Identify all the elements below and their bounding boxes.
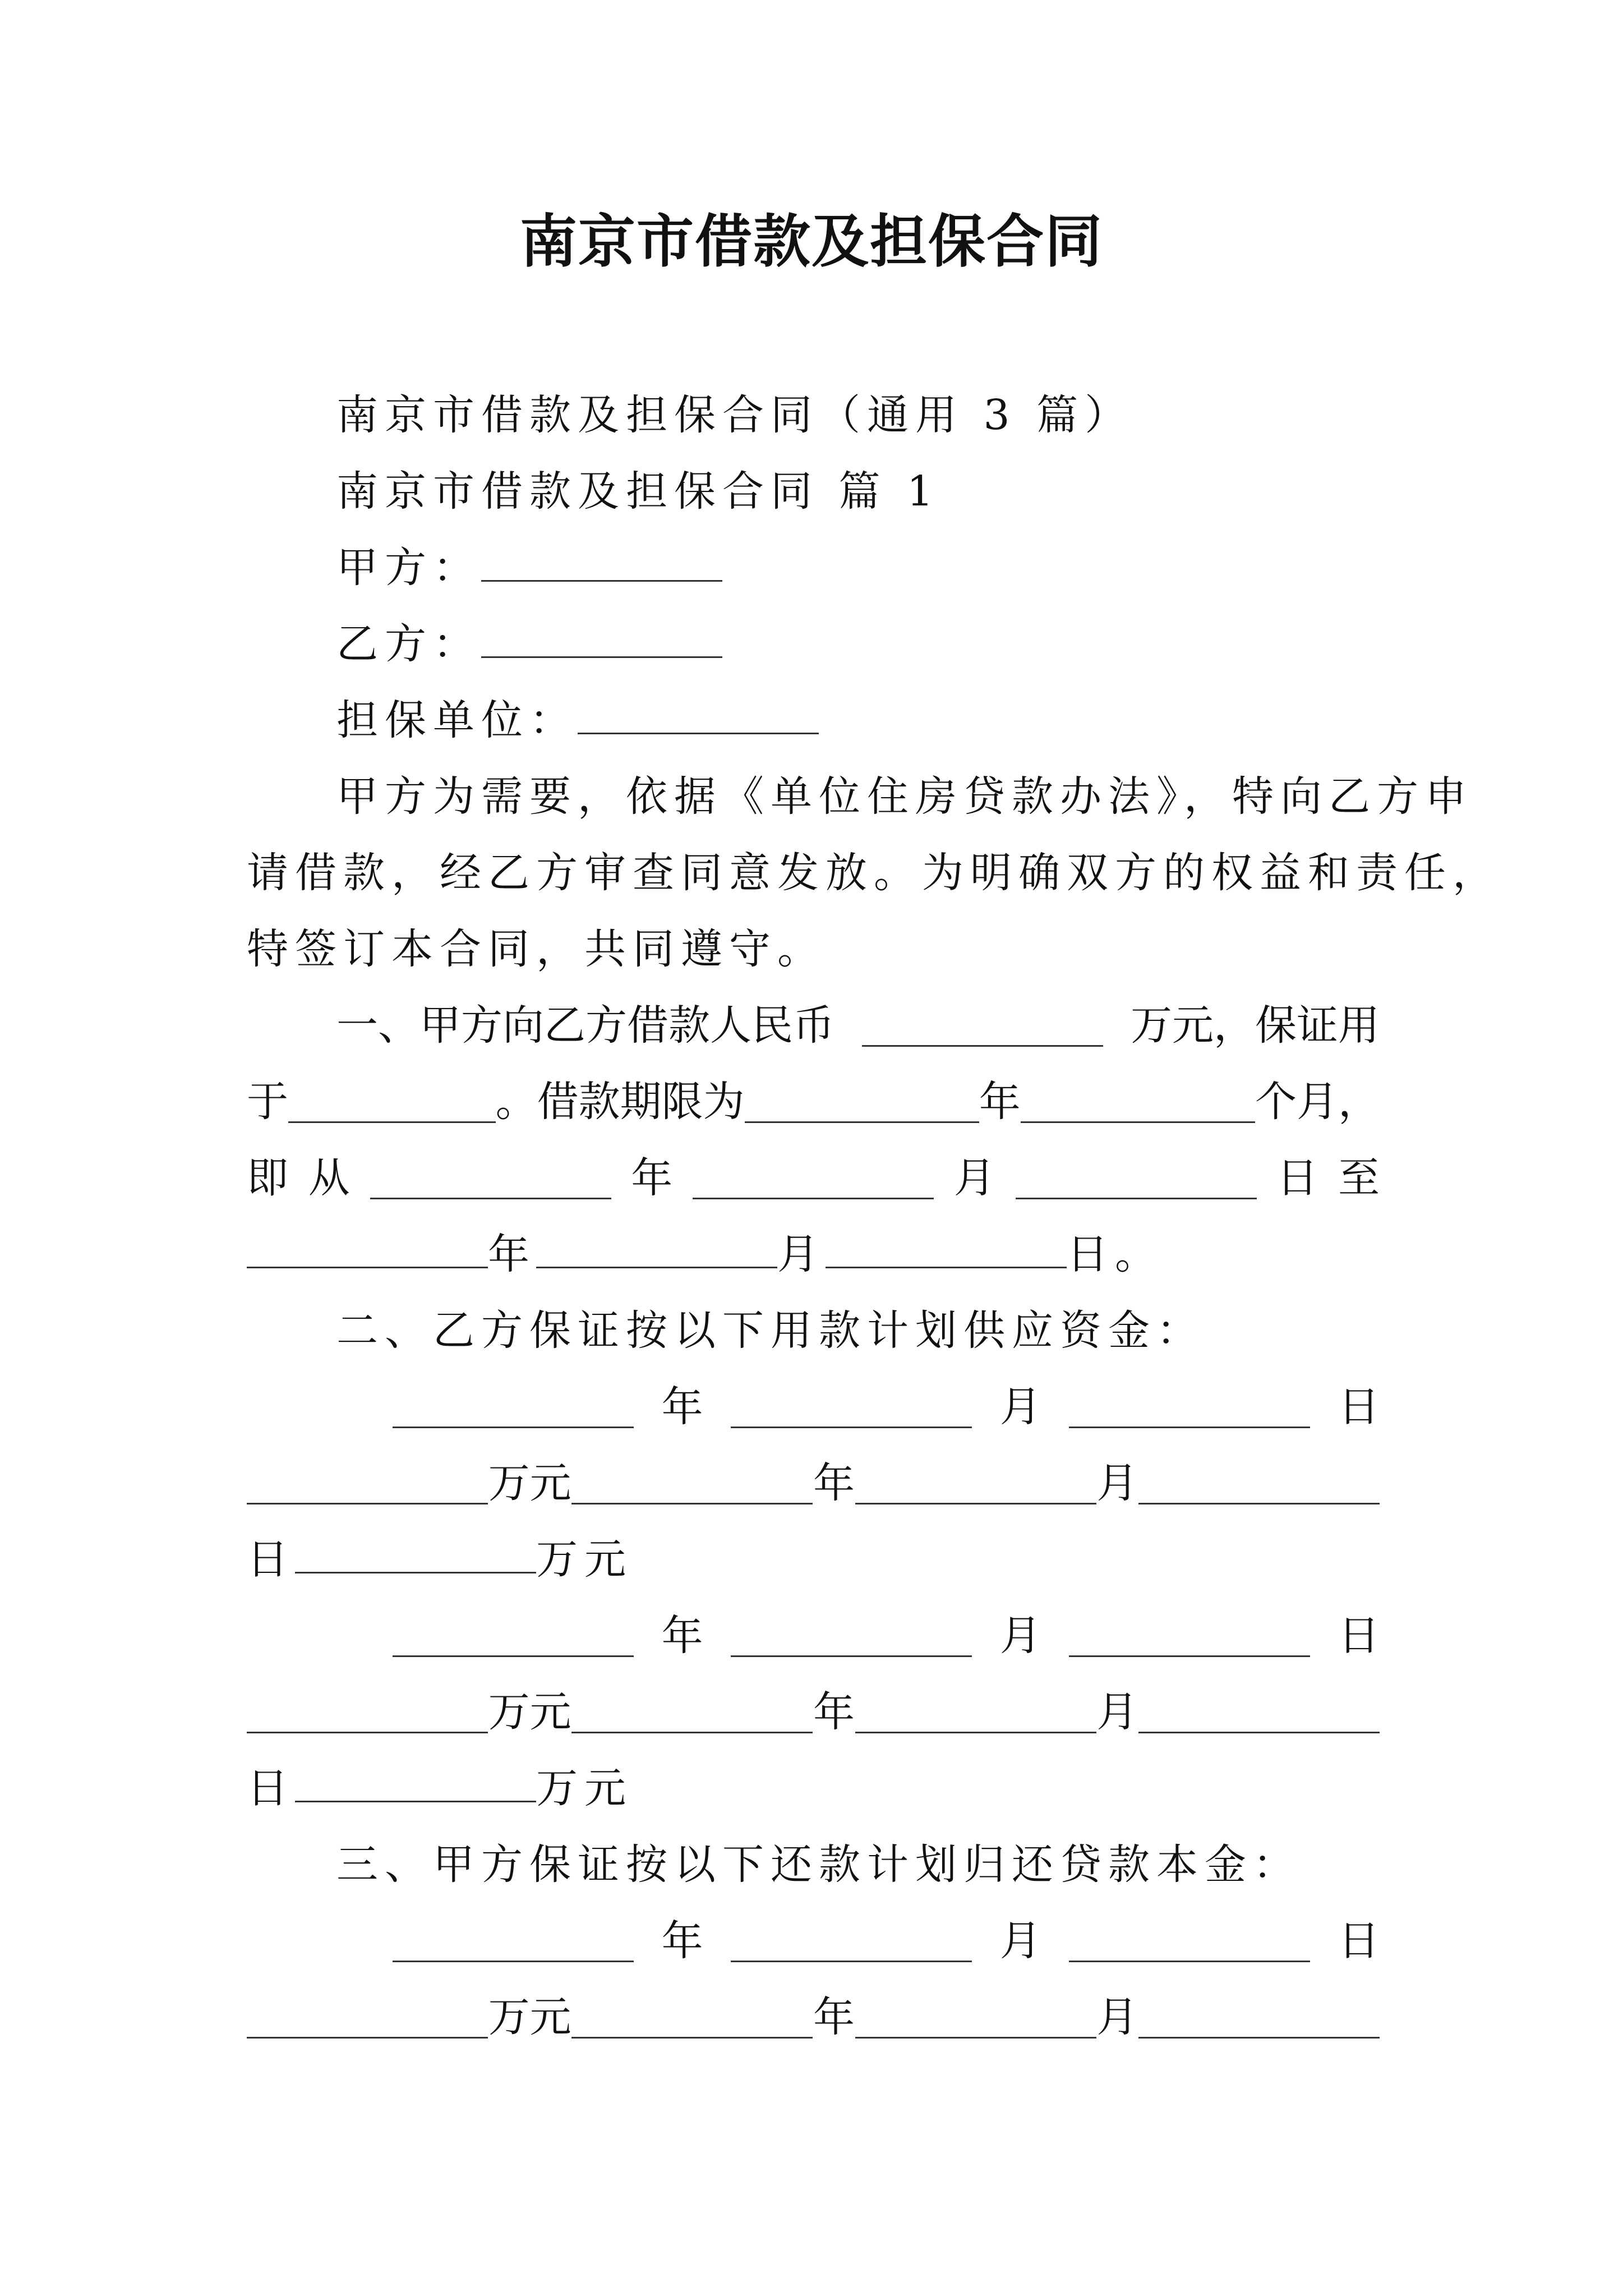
end-year-blank[interactable] xyxy=(247,1226,488,1268)
supply3-month-blank[interactable] xyxy=(731,1615,972,1657)
supply-row-1-a xyxy=(247,1379,1380,1435)
clause1-start-month-label: 月 xyxy=(953,1154,995,1202)
supply1-month-blank[interactable] xyxy=(731,1386,972,1428)
clause1-year-label: 年 xyxy=(979,1078,1021,1126)
supply4-day-blank[interactable] xyxy=(1138,1691,1380,1733)
party-b-label: 乙方： xyxy=(336,620,481,668)
supply2-amount-blank[interactable] xyxy=(295,1531,536,1573)
repay1-year-blank[interactable] xyxy=(393,1920,634,1962)
supply2-year-label: 年 xyxy=(813,1459,855,1507)
loan-purpose-blank[interactable] xyxy=(288,1081,496,1123)
clause1-text-b: 万元，保证用 xyxy=(1131,1001,1380,1050)
supply4-year-label: 年 xyxy=(813,1688,855,1736)
end-day-blank[interactable] xyxy=(826,1226,1067,1268)
intro-line-2: 请借款，经乙方审查同意发放。为明确双方的权益和责任， xyxy=(247,849,1501,897)
clause1-line-1 xyxy=(247,997,1380,1053)
clause1-zhi: 至 xyxy=(1338,1154,1380,1202)
guarantor-line xyxy=(247,692,1380,748)
clause2-heading: 二、乙方保证按以下用款计划供应资金： xyxy=(336,1306,1205,1355)
supply4-year-blank[interactable] xyxy=(571,1691,813,1733)
repay1-day-blank[interactable] xyxy=(1069,1920,1310,1962)
supply3-amount-blank[interactable] xyxy=(247,1691,488,1733)
clause1-line-2 xyxy=(247,1074,1380,1130)
supply1-day-label: 日 xyxy=(1338,1383,1380,1431)
section-heading: 南京市借款及担保合同 篇 1 xyxy=(336,467,940,516)
document-title: 南京市借款及担保合同 xyxy=(520,208,1103,275)
clause1-end-month-label: 月 xyxy=(777,1230,826,1278)
supply-row-1-c xyxy=(247,1531,1380,1588)
repay1-month-blank[interactable] xyxy=(731,1920,972,1962)
supply3-month-label: 月 xyxy=(999,1612,1041,1660)
supply4-wan-label: 万元 xyxy=(536,1764,633,1812)
supply4-amount-blank[interactable] xyxy=(295,1760,536,1802)
party-b-blank[interactable] xyxy=(481,616,722,658)
clause1-text-c: 于 xyxy=(247,1078,288,1126)
end-month-blank[interactable] xyxy=(536,1226,777,1268)
repay2-month-label: 月 xyxy=(1096,1993,1138,2041)
repay1-day-label: 日 xyxy=(1338,1917,1380,1965)
clause1-line-3 xyxy=(247,1150,1380,1206)
clause1-end-day-label: 日。 xyxy=(1067,1230,1163,1278)
clause1-text-d: 。借款期限为 xyxy=(495,1078,745,1126)
start-day-blank[interactable] xyxy=(1016,1157,1257,1199)
supply2-wan-label: 万元 xyxy=(536,1535,633,1584)
repay1-year-label: 年 xyxy=(661,1917,703,1965)
guarantor-blank[interactable] xyxy=(578,692,819,734)
loan-amount-blank[interactable] xyxy=(862,1005,1103,1047)
repay1-wan-label: 万元 xyxy=(488,1993,571,2041)
supply3-wan-label: 万元 xyxy=(488,1688,571,1736)
clause1-cong: 从 xyxy=(308,1154,350,1202)
party-a-blank[interactable] xyxy=(481,540,722,582)
supply1-year-blank[interactable] xyxy=(393,1386,634,1428)
supply2-year-blank[interactable] xyxy=(571,1462,813,1504)
party-a-label: 甲方： xyxy=(336,544,481,592)
clause1-start-year-label: 年 xyxy=(631,1154,673,1202)
supply-row-2-c xyxy=(247,1760,1380,1816)
clause1-start-day-label: 日 xyxy=(1276,1154,1318,1202)
supply3-day-label: 日 xyxy=(1338,1612,1380,1660)
clause3-heading: 三、甲方保证按以下还款计划归还贷款本金： xyxy=(336,1841,1301,1889)
supply3-year-label: 年 xyxy=(661,1612,703,1660)
repay2-day-blank[interactable] xyxy=(1138,1996,1380,2039)
supply2-month-label: 月 xyxy=(1096,1459,1138,1507)
repay-row-1-b xyxy=(247,1989,1380,2045)
party-b-line xyxy=(247,616,1380,672)
supply2-month-blank[interactable] xyxy=(855,1462,1096,1504)
intro-line-1: 甲方为需要，依据《单位住房贷款办法》，特向乙方申 xyxy=(336,772,1473,821)
repay-row-1-a xyxy=(247,1913,1380,1969)
clause1-months-label: 个月， xyxy=(1255,1078,1380,1126)
supply3-year-blank[interactable] xyxy=(393,1615,634,1657)
supply-row-2-b xyxy=(247,1684,1380,1740)
guarantor-label: 担保单位： xyxy=(336,696,578,744)
supply2-day-label: 日 xyxy=(247,1535,295,1584)
supply4-month-label: 月 xyxy=(1096,1688,1138,1736)
start-month-blank[interactable] xyxy=(693,1157,934,1199)
start-year-blank[interactable] xyxy=(370,1157,611,1199)
supply3-day-blank[interactable] xyxy=(1069,1615,1310,1657)
supply-row-2-a xyxy=(247,1608,1380,1664)
supply2-day-blank[interactable] xyxy=(1138,1462,1380,1504)
clause1-text-a: 一、甲方向乙方借款人民币 xyxy=(336,1001,834,1050)
term-months-blank[interactable] xyxy=(1021,1081,1255,1123)
supply4-month-blank[interactable] xyxy=(855,1691,1096,1733)
document-subtitle: 南京市借款及担保合同（通用 3 篇） xyxy=(336,391,1133,439)
repay1-month-label: 月 xyxy=(999,1917,1041,1965)
supply-row-1-b xyxy=(247,1455,1380,1511)
supply1-month-label: 月 xyxy=(999,1383,1041,1431)
repay1-amount-blank[interactable] xyxy=(247,1996,488,2039)
party-a-line xyxy=(247,540,1380,596)
clause1-end-year-label: 年 xyxy=(488,1230,536,1278)
supply1-day-blank[interactable] xyxy=(1069,1386,1310,1428)
supply1-amount-blank[interactable] xyxy=(247,1462,488,1504)
repay2-year-label: 年 xyxy=(813,1993,855,2041)
intro-line-3: 特签订本合同，共同遵守。 xyxy=(247,925,826,973)
clause1-ji: 即 xyxy=(247,1154,288,1202)
clause1-line-4 xyxy=(247,1226,1380,1282)
repay2-month-blank[interactable] xyxy=(855,1996,1096,2039)
term-years-blank[interactable] xyxy=(745,1081,979,1123)
supply1-year-label: 年 xyxy=(661,1383,703,1431)
supply1-wan-label: 万元 xyxy=(488,1459,571,1507)
supply4-day-label: 日 xyxy=(247,1764,295,1812)
repay2-year-blank[interactable] xyxy=(571,1996,813,2039)
